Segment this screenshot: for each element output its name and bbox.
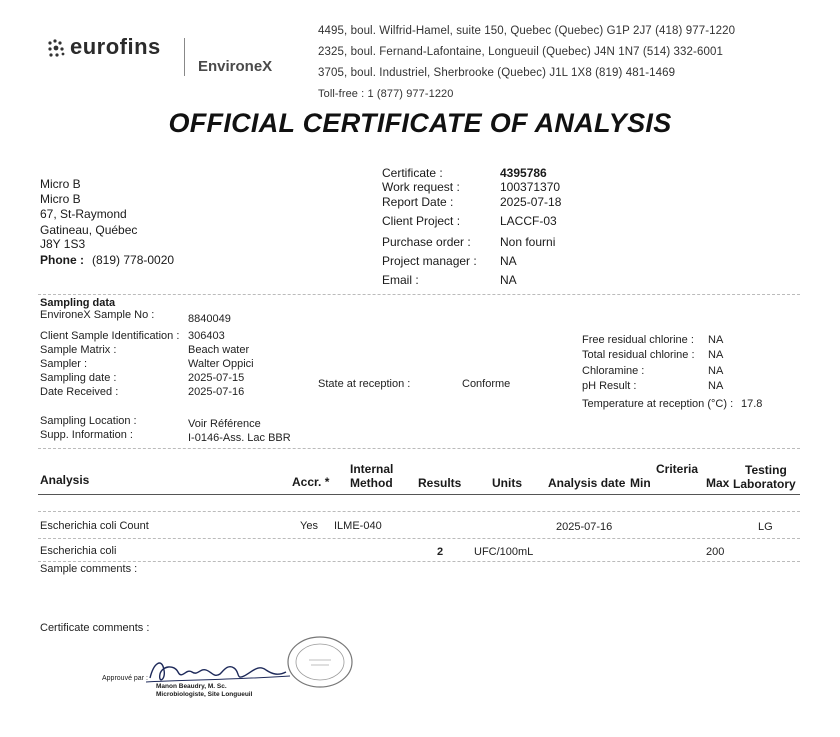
client-line: Micro B	[40, 177, 81, 191]
cert-label: Purchase order :	[382, 235, 471, 249]
logo	[46, 36, 176, 64]
cert-label: Report Date :	[382, 195, 454, 209]
sampling-value: Walter Oppici	[188, 358, 254, 370]
cert-label: Certificate :	[382, 166, 443, 180]
chlorine-label: Free residual chlorine :	[582, 334, 694, 346]
logo-text: eurofins	[70, 34, 161, 59]
cert-value: LACCF-03	[500, 214, 557, 228]
chlorine-value: NA	[708, 349, 724, 361]
row-rule	[38, 538, 800, 539]
col-header-criteria: Criteria	[656, 462, 699, 476]
client-line: 67, St-Raymond	[40, 207, 127, 221]
row-rule	[38, 561, 800, 562]
header-rule	[38, 494, 800, 495]
col-header-units: Units	[492, 476, 522, 490]
eurofins-dots-icon	[46, 38, 68, 60]
sampling-label: Sampling Location :	[40, 415, 137, 427]
certificate-comments: Certificate comments :	[40, 622, 150, 634]
client-line: Micro B	[40, 192, 81, 206]
state-value: Conforme	[462, 378, 511, 390]
cell-analysis: Escherichia coli	[40, 545, 117, 557]
cert-value: 100371370	[500, 180, 561, 194]
row-rule	[38, 511, 800, 512]
cell-results: 2	[437, 546, 444, 558]
cert-value: 4395786	[500, 166, 547, 180]
cell-lab: LG	[758, 521, 773, 533]
cell-date: 2025-07-16	[556, 521, 613, 533]
sampling-label: Client Sample Identification :	[40, 330, 180, 342]
divider	[38, 294, 800, 295]
sampling-label: Sampling date :	[40, 372, 117, 384]
chlorine-label: pH Result :	[582, 380, 637, 392]
table-top-rule	[38, 448, 800, 449]
col-header-laboratory: Laboratory	[733, 477, 796, 491]
sampling-value: Beach water	[188, 344, 250, 356]
col-header-results: Results	[418, 476, 462, 490]
cert-value: NA	[500, 254, 517, 268]
col-header-max: Max	[706, 476, 730, 490]
col-header-accr: Accr. *	[292, 475, 330, 489]
sampling-value: 306403	[188, 330, 225, 342]
cell-units: UFC/100mL	[474, 546, 534, 558]
chlorine-label: Total residual chlorine :	[582, 349, 695, 361]
phone-label: Phone :	[40, 253, 84, 267]
sampling-value: 8840049	[188, 313, 231, 325]
cell-accr: Yes	[300, 520, 318, 532]
address-line-3: 3705, boul. Industriel, Sherbrooke (Quebec) J1L 1X8 (819) 481-1469	[318, 67, 676, 79]
sampling-value: 2025-07-16	[188, 386, 245, 398]
cell-method: ILME-040	[334, 520, 382, 532]
sampling-label: Sample Matrix :	[40, 344, 117, 356]
header-divider	[184, 38, 185, 76]
col-header-analysis: Analysis	[40, 473, 90, 487]
cert-label: Client Project :	[382, 214, 461, 228]
sampling-label: Supp. Information :	[40, 429, 133, 441]
sampling-value: Voir Référence	[188, 418, 261, 430]
sampling-label: Date Received :	[40, 386, 119, 398]
address-line-1: 4495, boul. Wilfrid-Hamel, suite 150, Quebec (Quebec) G1P 2J7 (418) 977-1220	[318, 25, 736, 37]
col-header-analysis-date: Analysis date	[548, 476, 626, 490]
state-label: State at reception :	[318, 378, 411, 390]
col-header-internal: Internal	[350, 462, 394, 476]
cert-value: Non fourni	[500, 235, 556, 249]
cell-analysis: Escherichia coli Count	[40, 520, 149, 532]
cell-max: 200	[706, 546, 725, 558]
page-title: OFFICIAL CERTIFICATE OF ANALYSIS	[168, 108, 672, 138]
cert-value: NA	[500, 273, 517, 287]
cert-value: 2025-07-18	[500, 195, 562, 209]
cert-label: Work request :	[382, 180, 460, 194]
tollfree-line: Toll-free : 1 (877) 977-1220	[318, 88, 454, 100]
chlorine-value: 17.8	[741, 398, 763, 410]
cert-label: Project manager :	[382, 254, 477, 268]
sample-comments: Sample comments :	[40, 563, 138, 575]
chlorine-value: NA	[708, 334, 724, 346]
col-header-min: Min	[630, 476, 651, 490]
client-line: J8Y 1S3	[40, 237, 86, 251]
sampling-value: I-0146-Ass. Lac BBR	[188, 432, 291, 444]
chlorine-value: NA	[708, 365, 724, 377]
approver-role: Microbiologiste, Site Longueuil	[156, 691, 253, 698]
cert-label: Email :	[382, 273, 419, 287]
sampling-label: EnvironeX Sample No :	[40, 309, 155, 321]
approved-by-label: Approuvé par :	[102, 675, 148, 682]
chlorine-label: Chloramine :	[582, 365, 645, 377]
address-line-2: 2325, boul. Fernand-Lafontaine, Longueuil (Quebec) J4N 1N7 (514) 332-6001	[318, 46, 723, 58]
sampling-label: Sampler :	[40, 358, 88, 370]
sampling-value: 2025-07-15	[188, 372, 245, 384]
environex-label: EnvironeX	[198, 58, 273, 75]
stamp-icon	[285, 634, 355, 690]
approver-name: Manon Beaudry, M. Sc.	[156, 683, 227, 690]
chlorine-value: NA	[708, 380, 724, 392]
col-header-testing: Testing	[745, 463, 787, 477]
col-header-method: Method	[350, 476, 393, 490]
phone-value: (819) 778-0020	[92, 253, 175, 267]
chlorine-label: Temperature at reception (°C) :	[582, 398, 734, 410]
sampling-heading: Sampling data	[40, 297, 116, 309]
client-line: Gatineau, Québec	[40, 223, 138, 237]
